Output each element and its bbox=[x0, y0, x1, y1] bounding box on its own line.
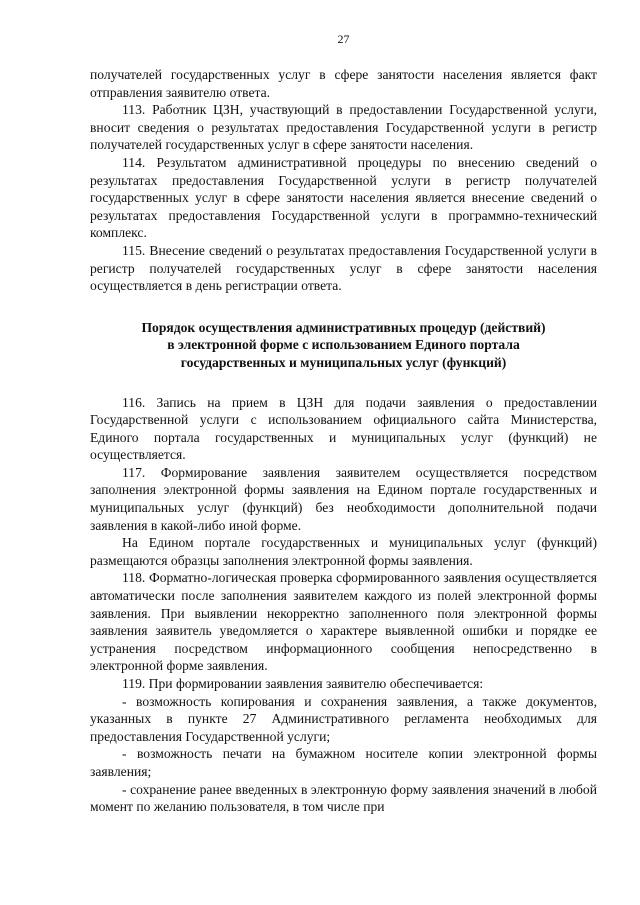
document-page bbox=[90, 32, 597, 816]
paragraph-113: 113. Работник ЦЗН, участвующий в предоставлении Государственной услуги, вносит сведения о результатах предоставления Государственной услуги в регистр получателей государственных услуг в сфере занятости населения. bbox=[90, 102, 597, 153]
paragraph-116: 116. Запись на прием в ЦЗН для подачи заявления о предоставлении Государственной услуги с использованием официального сайта Министерства, Единого портала государственных и муниципальных услуг (функций) не осуществляется. bbox=[90, 394, 597, 463]
paragraph-continuation: получателей государственных услуг в сфере занятости населения является факт отправления заявителю ответа. bbox=[90, 67, 597, 100]
section-heading bbox=[90, 319, 597, 372]
section-heading-line-2: в электронной форме с использованием Единого портала bbox=[167, 337, 520, 353]
paragraph-119: 119. При формировании заявления заявителю обеспечивается: bbox=[122, 676, 484, 691]
paragraph-114: 114. Результатом административной процедуры по внесению сведений о результатах предоставления Государственной услуги в регистр получателей государственных услуг в сфере занятости населения является внесение сведений о результатах предоставления Государственной услуги в программно-технический комплекс. bbox=[90, 154, 597, 241]
list-item-save-values: - сохранение ранее введенных в электронную форму заявления значений в любой момент по желанию пользователя, в том числе при bbox=[90, 781, 597, 815]
paragraph-118: 118. Форматно-логическая проверка сформированного заявления осуществляется автоматически после заполнения заявителем каждого из полей электронной формы заявления. При выявлении некорректно заполненного поля электронной формы заявления заявитель уведомляется о характере выявленной ошибки и порядке ее устранения посредством информационного сообщения непосредственно в электронной форме заявления. bbox=[90, 570, 597, 674]
paragraph-115: 115. Внесение сведений о результатах предоставления Государственной услуги в регистр получателей государственных услуг в сфере занятости населения осуществляется в день регистрации ответа. bbox=[90, 242, 597, 294]
paragraph-117-samples: На Едином портале государственных и муниципальных услуг (функций) размещаются образцы заполнения электронной формы заявления. bbox=[90, 535, 597, 568]
list-item-copy-save: - возможность копирования и сохранения заявления, а также документов, указанных в пункте 27 Административного регламента необходимых для предоставления Государственной услуги; bbox=[90, 693, 597, 744]
section-heading-line-1: Порядок осуществления административных процедур (действий) bbox=[141, 319, 546, 335]
list-item-print: - возможность печати на бумажном носителе копии электронной формы заявления; bbox=[90, 746, 597, 779]
page-number: 27 bbox=[337, 32, 350, 46]
section-heading-line-3: государственных и муниципальных услуг (функций) bbox=[180, 354, 507, 370]
paragraph-117: 117. Формирование заявления заявителем осуществляется посредством заполнения электронной формы заявления на Едином портале государственных и муниципальных услуг (функций) без необходимости дополнительной подачи заявления в какой-либо иной форме. bbox=[90, 464, 597, 533]
